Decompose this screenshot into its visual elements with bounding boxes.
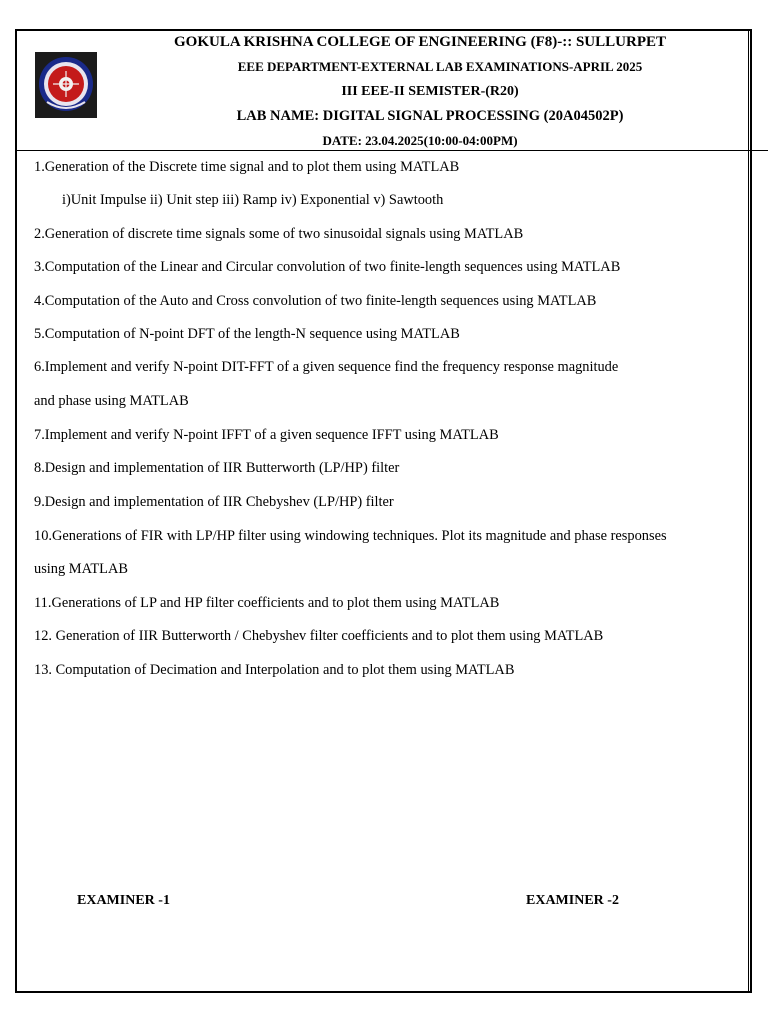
experiment-item: 5.Computation of N-point DFT of the length-N sequence using MATLAB (34, 326, 460, 342)
experiment-item-continuation: using MATLAB (34, 561, 128, 577)
experiment-item: 4.Computation of the Auto and Cross convolution of two finite-length sequences using MATLAB (34, 293, 597, 309)
experiment-item: 7.Implement and verify N-point IFFT of a given sequence IFFT using MATLAB (34, 427, 499, 443)
examiner-1-label: EXAMINER -1 (77, 893, 170, 908)
lab-name: LAB NAME: DIGITAL SIGNAL PROCESSING (20A04502P) (236, 108, 624, 124)
experiment-subitems: i)Unit Impulse ii) Unit step iii) Ramp iv) Exponential v) Sawtooth (62, 192, 444, 208)
page-border-double-line (748, 29, 749, 993)
experiment-item: 8.Design and implementation of IIR Butterworth (LP/HP) filter (34, 460, 400, 476)
college-name: GOKULA KRISHNA COLLEGE OF ENGINEERING (F8)-:: SULLURPET (173, 34, 666, 50)
header-divider (15, 150, 768, 151)
experiment-item: 10.Generations of FIR with LP/HP filter using windowing techniques. Plot its magnitude and phase responses (34, 528, 667, 544)
exam-date: DATE: 23.04.2025(10:00-04:00PM) (322, 133, 518, 148)
experiment-item: 13. Computation of Decimation and Interpolation and to plot them using MATLAB (34, 662, 515, 678)
experiment-item: 9.Design and implementation of IIR Chebyshev (LP/HP) filter (34, 494, 394, 510)
experiment-item: 3.Computation of the Linear and Circular convolution of two finite-length sequences using MATLAB (34, 259, 621, 275)
experiment-item-continuation: and phase using MATLAB (34, 393, 189, 409)
experiment-item: 6.Implement and verify N-point DIT-FFT of a given sequence find the frequency response magnitude (34, 359, 619, 375)
department-title: EEE DEPARTMENT-EXTERNAL LAB EXAMINATIONS-APRIL 2025 (237, 59, 643, 74)
semester-title: III EEE-II SEMISTER-(R20) (341, 84, 519, 99)
college-emblem-icon (35, 52, 97, 118)
examiner-2-label: EXAMINER -2 (526, 893, 619, 908)
experiment-item: 2.Generation of discrete time signals some of two sinusoidal signals using MATLAB (34, 226, 524, 242)
experiment-item: 1.Generation of the Discrete time signal and to plot them using MATLAB (34, 159, 460, 175)
experiment-item: 12. Generation of IIR Butterworth / Chebyshev filter coefficients and to plot them using MATLAB (34, 628, 604, 644)
experiment-item: 11.Generations of LP and HP filter coefficients and to plot them using MATLAB (34, 595, 500, 611)
